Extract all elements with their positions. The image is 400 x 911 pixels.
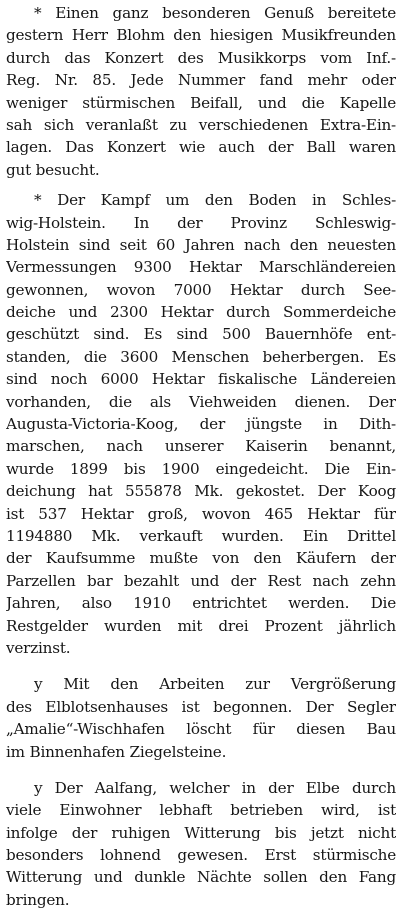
text-line: Holstein sind seit 60 Jahren nach den neuesten [6, 235, 396, 254]
paragraph-gap [6, 763, 396, 777]
text-line: deichung hat 555878 Mk. gekostet. Der Koog [6, 482, 396, 501]
text-line: marschen, nach unserer Kaiserin benannt, [6, 437, 396, 456]
text-line: durch das Konzert des Musikkorps vom Inf.- [6, 48, 396, 67]
text-line: weniger stürmischen Beifall, und die Kapelle [6, 93, 396, 112]
text-line: wurde 1899 bis 1900 eingedeicht. Die Ein- [6, 459, 396, 478]
text-line: Vermessungen 9300 Hektar Marschländereien [6, 258, 396, 277]
paragraph-kampf-um-den-boden [6, 189, 396, 659]
text-line: geschützt sind. Es sind 500 Bauernhöfe ent- [6, 325, 396, 344]
text-line: * Einen ganz besonderen Genuß bereitete [34, 4, 396, 22]
text-line: ist 537 Hektar groß, wovon 465 Hektar für [6, 504, 396, 523]
text-line: gewonnen, wovon 7000 Hektar durch See- [6, 280, 396, 299]
text-line: gestern Herr Blohm den hiesigen Musikfreunden [6, 26, 396, 45]
text-line: der Kaufsumme mußte von den Käufern der [6, 549, 396, 568]
text-line: wig-Holstein. In der Provinz Schleswig- [6, 213, 396, 232]
text-line: * Der Kampf um den Boden in Schles- [34, 191, 396, 210]
text-line: sah sich veranlaßt zu verschiedenen Extra-Ein- [6, 115, 396, 134]
text-line: 1194880 Mk. verkauft wurden. Ein Drittel [6, 526, 396, 545]
text-line: standen, die 3600 Menschen beherbergen. Es [6, 347, 396, 366]
text-line: y Mit den Arbeiten zur Vergrößerung [34, 675, 396, 694]
text-line: vorhanden, die als Viehweiden dienen. Der [6, 392, 396, 411]
text-line: lagen. Das Konzert wie auch der Ball waren [6, 138, 396, 157]
text-line: des Elblotsenhauses ist begonnen. Der Segler [6, 697, 396, 716]
text-line: Restgelder wurden mit drei Prozent jährlich [6, 616, 396, 635]
text-line: sind noch 6000 Hektar fiskalische Ländereien [6, 370, 396, 389]
paragraph-gap [6, 659, 396, 673]
text-line: gut besucht. [6, 160, 100, 179]
text-line: Reg. Nr. 85. Jede Nummer fand mehr oder [6, 71, 396, 90]
text-line: „Amalie“-Wischhafen löscht für diesen Bau [6, 720, 396, 739]
text-line: Jahren, also 1910 entrichtet werden. Die [6, 594, 396, 613]
text-line: Witterung und dunkle Nächte sollen den Fang [6, 868, 396, 887]
paragraph-aalfang [6, 777, 396, 911]
text-line: verzinst. [6, 638, 71, 657]
text-line: deiche und 2300 Hektar durch Sommerdeiche [6, 303, 396, 322]
paragraph-elblotsenhaus [6, 673, 396, 763]
text-line: y Der Aalfang, welcher in der Elbe durch [34, 778, 396, 797]
paragraph-gap [6, 181, 396, 189]
text-line: im Binnenhafen Ziegelsteine. [6, 742, 227, 761]
text-line: infolge der ruhigen Witterung bis jetzt nicht [6, 823, 396, 842]
text-line: viele Einwohner lebhaft betrieben wird, ist [6, 801, 396, 820]
text-line: bringen. [6, 890, 70, 909]
text-line: Parzellen bar bezahlt und der Rest nach zehn [6, 571, 396, 590]
text-line: besonders lohnend gewesen. Erst stürmische [6, 846, 396, 865]
paragraph-konzert [6, 2, 396, 181]
text-line: Augusta-Victoria-Koog, der jüngste in Dith- [6, 415, 396, 434]
